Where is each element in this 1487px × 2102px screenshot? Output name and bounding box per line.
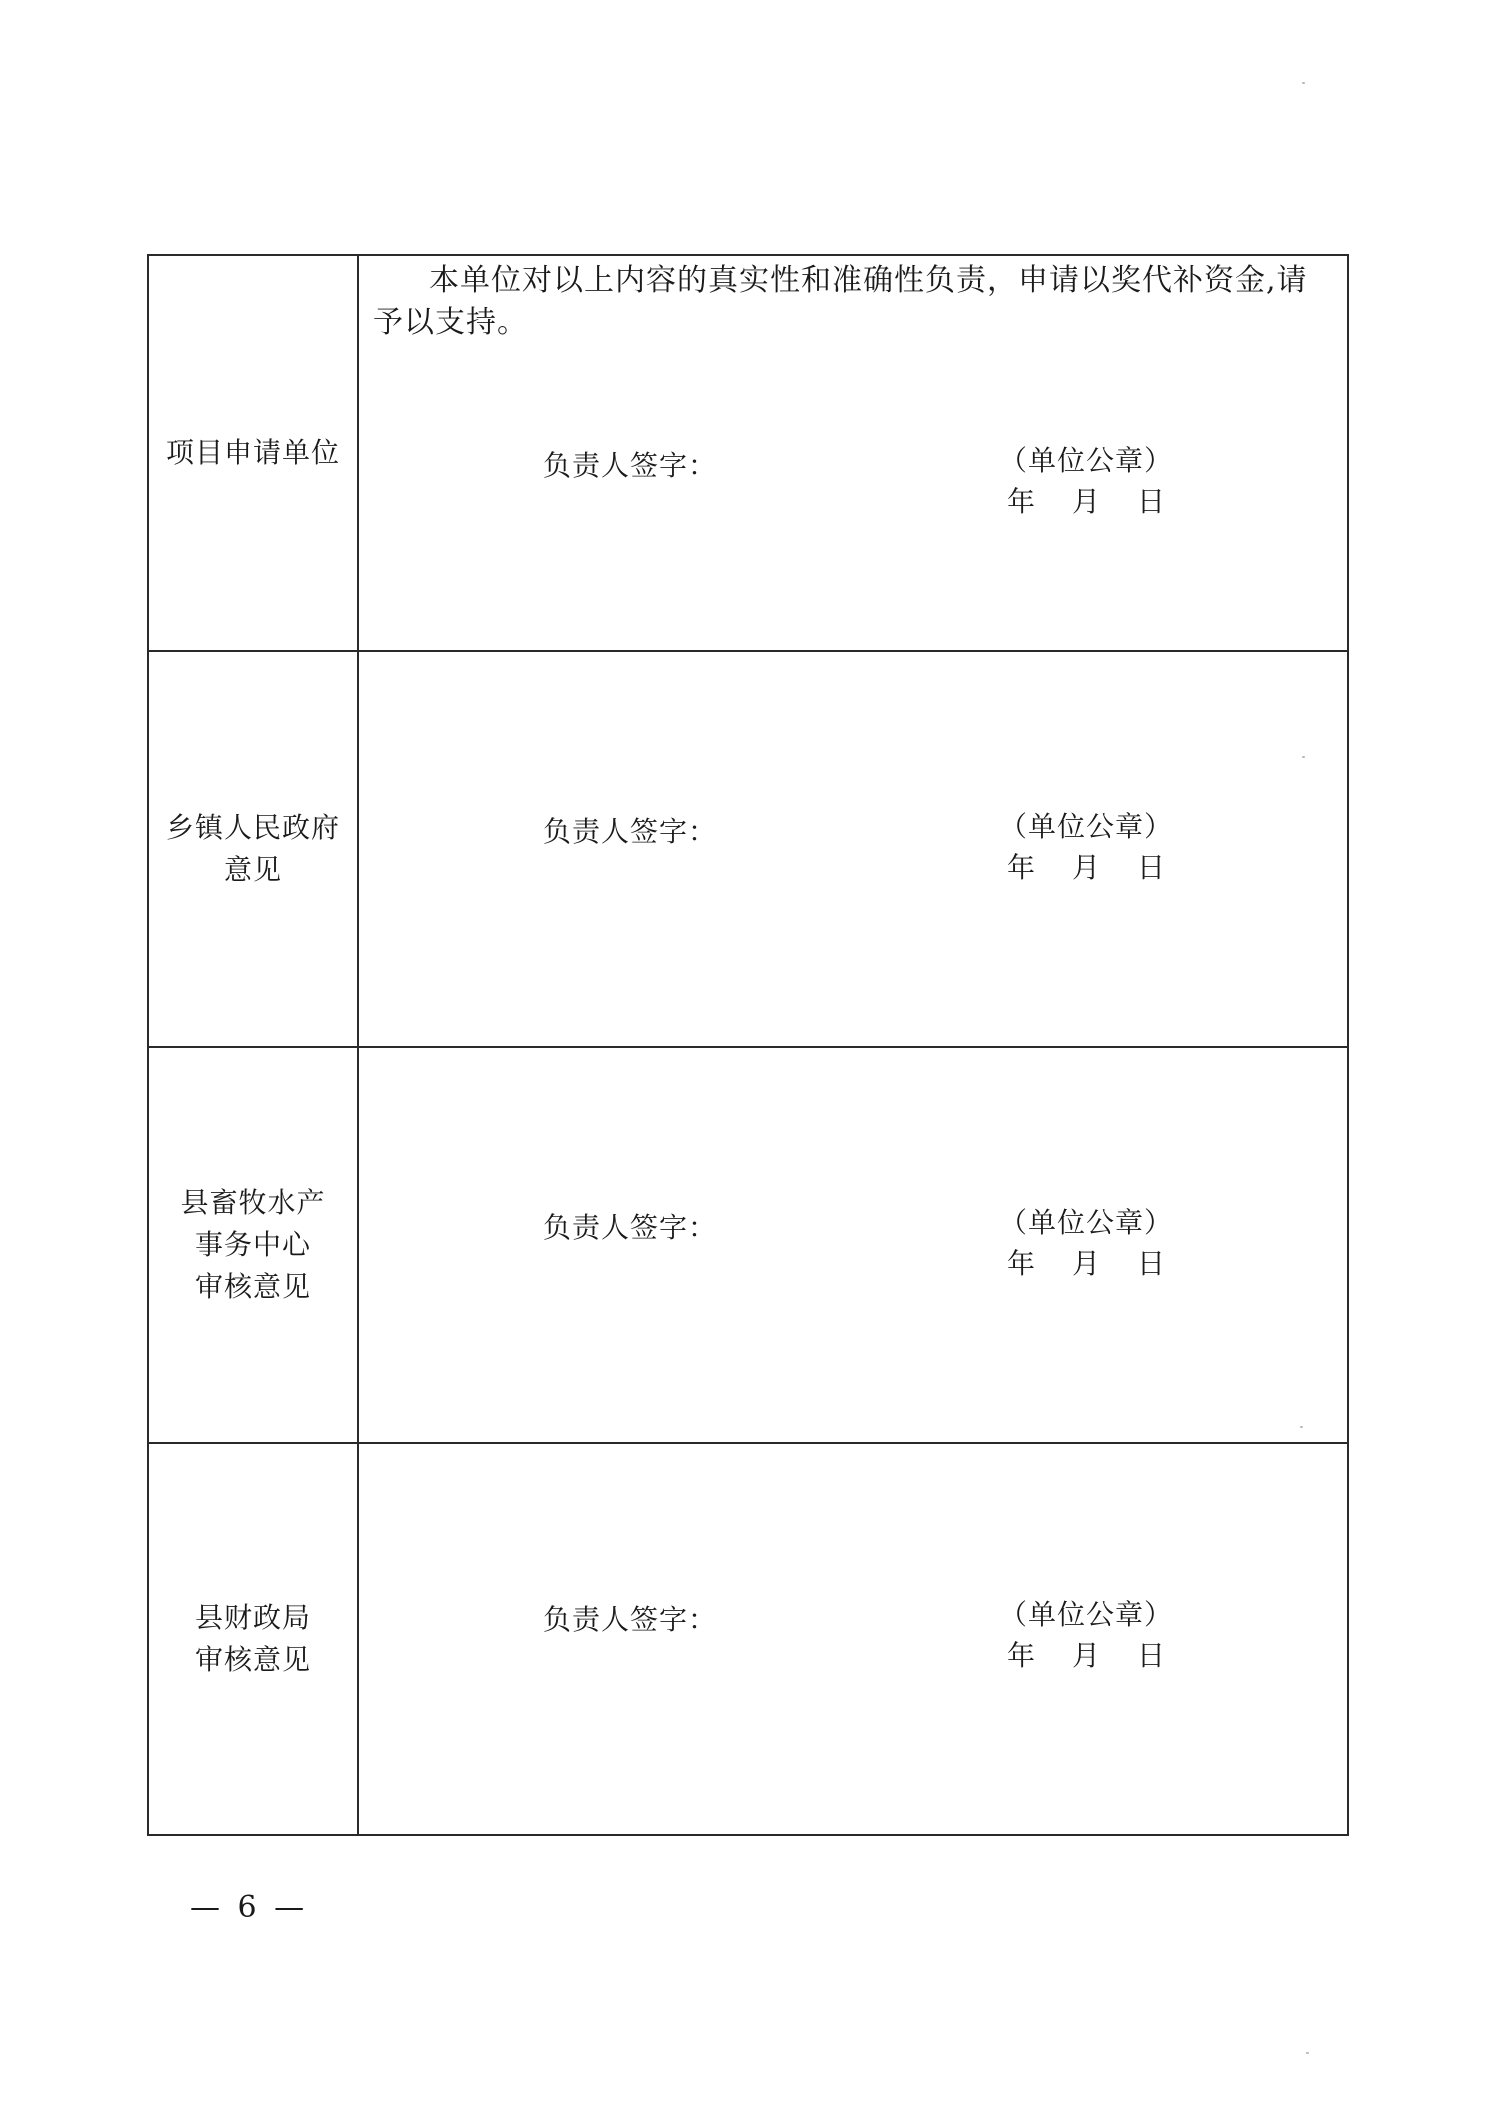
row-label-line: 审核意见 [194, 1270, 311, 1303]
column-divider [357, 256, 359, 1834]
date-month: 月 [1072, 851, 1102, 884]
form-row-finance-bureau [149, 1444, 1347, 1834]
scan-speck [1300, 1426, 1303, 1428]
date-month: 月 [1072, 1639, 1102, 1672]
scan-speck [1306, 2052, 1309, 2054]
row-label-line: 审核意见 [194, 1643, 311, 1676]
date-day: 日 [1137, 851, 1167, 884]
signer-label: 负责人签字： [543, 815, 718, 848]
date-day: 日 [1137, 1639, 1167, 1672]
date-year: 年 [1007, 1247, 1037, 1280]
seal-label: （单位公章） [999, 1598, 1174, 1631]
row-label-line: 项目申请单位 [165, 436, 340, 469]
form-row-township [149, 652, 1347, 1046]
row-label-line: 事务中心 [194, 1228, 311, 1261]
seal-label: （单位公章） [999, 1206, 1174, 1239]
approval-form-table [147, 254, 1349, 1836]
row-content [359, 256, 1347, 650]
page-number: — 6 — [190, 1890, 309, 1925]
date-year: 年 [1007, 851, 1037, 884]
signer-label: 负责人签字： [543, 1603, 718, 1636]
date-line [1007, 480, 1166, 520]
date-line [1007, 1242, 1166, 1282]
applicant-statement: 本单位对以上内容的真实性和准确性负责，申请以奖代补资金,请予以支持。 [373, 263, 1308, 340]
date-line [1007, 846, 1166, 886]
row-label [149, 652, 357, 1046]
date-year: 年 [1007, 485, 1037, 518]
date-day: 日 [1137, 1247, 1167, 1280]
scan-speck [1302, 82, 1305, 84]
row-label [149, 1444, 357, 1834]
row-label-line: 意见 [223, 853, 282, 886]
row-label-line: 县财政局 [194, 1601, 311, 1634]
signer-label: 负责人签字： [543, 449, 718, 482]
seal-label: （单位公章） [999, 444, 1174, 477]
signer-label: 负责人签字： [543, 1211, 718, 1244]
date-month: 月 [1072, 1247, 1102, 1280]
row-label-line: 县畜牧水产 [180, 1186, 326, 1219]
row-label [149, 256, 357, 650]
row-content [359, 652, 1347, 1046]
scan-speck [1302, 756, 1305, 758]
date-day: 日 [1137, 485, 1167, 518]
date-line [1007, 1634, 1166, 1674]
row-content [359, 1048, 1347, 1442]
date-year: 年 [1007, 1639, 1037, 1672]
row-label [149, 1048, 357, 1442]
form-row-livestock-center [149, 1048, 1347, 1442]
date-month: 月 [1072, 485, 1102, 518]
form-row-applicant [149, 256, 1347, 650]
seal-label: （单位公章） [999, 810, 1174, 843]
row-content [359, 1444, 1347, 1834]
row-label-line: 乡镇人民政府 [165, 811, 340, 844]
